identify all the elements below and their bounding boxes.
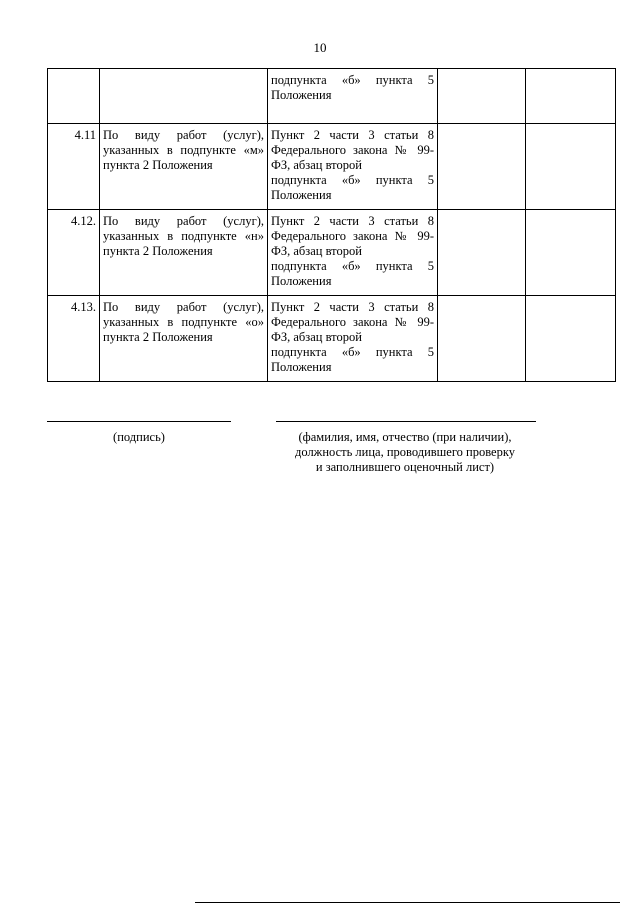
name-position-line — [276, 421, 536, 422]
legal-basis-line: Пункт 2 части 3 статьи 8 — [271, 300, 434, 314]
assessment-table — [47, 68, 616, 382]
legal-basis-line: подпункта «б» пункта 5 — [271, 73, 434, 87]
page-number: 10 — [313, 40, 327, 55]
row-empty-cell — [438, 69, 526, 124]
row-empty-cell — [526, 69, 616, 124]
row-legal-basis — [268, 210, 438, 296]
legal-basis-line: Положения — [271, 360, 332, 374]
legal-basis-line: ФЗ, абзац второй — [271, 330, 362, 344]
row-description: По виду работ (услуг), указанных в подпункте «н» пункта 2 Положения — [100, 210, 268, 296]
legal-basis-line: Пункт 2 части 3 статьи 8 — [271, 214, 434, 228]
legal-basis-line: подпункта «б» пункта 5 — [271, 259, 434, 273]
row-number: 4.11 — [48, 124, 100, 210]
row-empty-cell — [526, 124, 616, 210]
row-number: 4.13. — [48, 296, 100, 382]
legal-basis-line: Положения — [271, 88, 332, 102]
row-empty-cell — [438, 210, 526, 296]
name-position-caption — [260, 430, 550, 475]
row-number: 4.12. — [48, 210, 100, 296]
legal-basis-line: Положения — [271, 274, 332, 288]
signature-line — [47, 421, 231, 422]
row-number — [48, 69, 100, 124]
signature-caption: (подпись) — [113, 430, 165, 444]
legal-basis-line: ФЗ, абзац второй — [271, 244, 362, 258]
table-row — [48, 69, 616, 124]
legal-basis-line: Пункт 2 части 3 статьи 8 — [271, 128, 434, 142]
row-legal-basis — [268, 124, 438, 210]
row-description — [100, 69, 268, 124]
legal-basis-line: ФЗ, абзац второй — [271, 158, 362, 172]
legal-basis-line: подпункта «б» пункта 5 — [271, 345, 434, 359]
caption-line: и заполнившего оценочный лист) — [315, 460, 495, 474]
caption-line: должность лица, проводившего проверку — [295, 445, 515, 459]
row-legal-basis — [268, 69, 438, 124]
row-empty-cell — [526, 296, 616, 382]
legal-basis-line: Федерального закона № 99- — [271, 143, 434, 157]
row-empty-cell — [526, 210, 616, 296]
caption-line: (фамилия, имя, отчество (при наличии), — [298, 430, 512, 444]
legal-basis-line: Федерального закона № 99- — [271, 315, 434, 329]
row-description: По виду работ (услуг), указанных в подпункте «о» пункта 2 Положения — [100, 296, 268, 382]
row-empty-cell — [438, 124, 526, 210]
table-row — [48, 296, 616, 382]
table-row — [48, 210, 616, 296]
row-legal-basis — [268, 296, 438, 382]
legal-basis-line: подпункта «б» пункта 5 — [271, 173, 434, 187]
page-bottom-rule — [195, 902, 620, 903]
table-row — [48, 124, 616, 210]
legal-basis-line: Федерального закона № 99- — [271, 229, 434, 243]
row-description: По виду работ (услуг), указанных в подпункте «м» пункта 2 Положения — [100, 124, 268, 210]
row-empty-cell — [438, 296, 526, 382]
legal-basis-line: Положения — [271, 188, 332, 202]
